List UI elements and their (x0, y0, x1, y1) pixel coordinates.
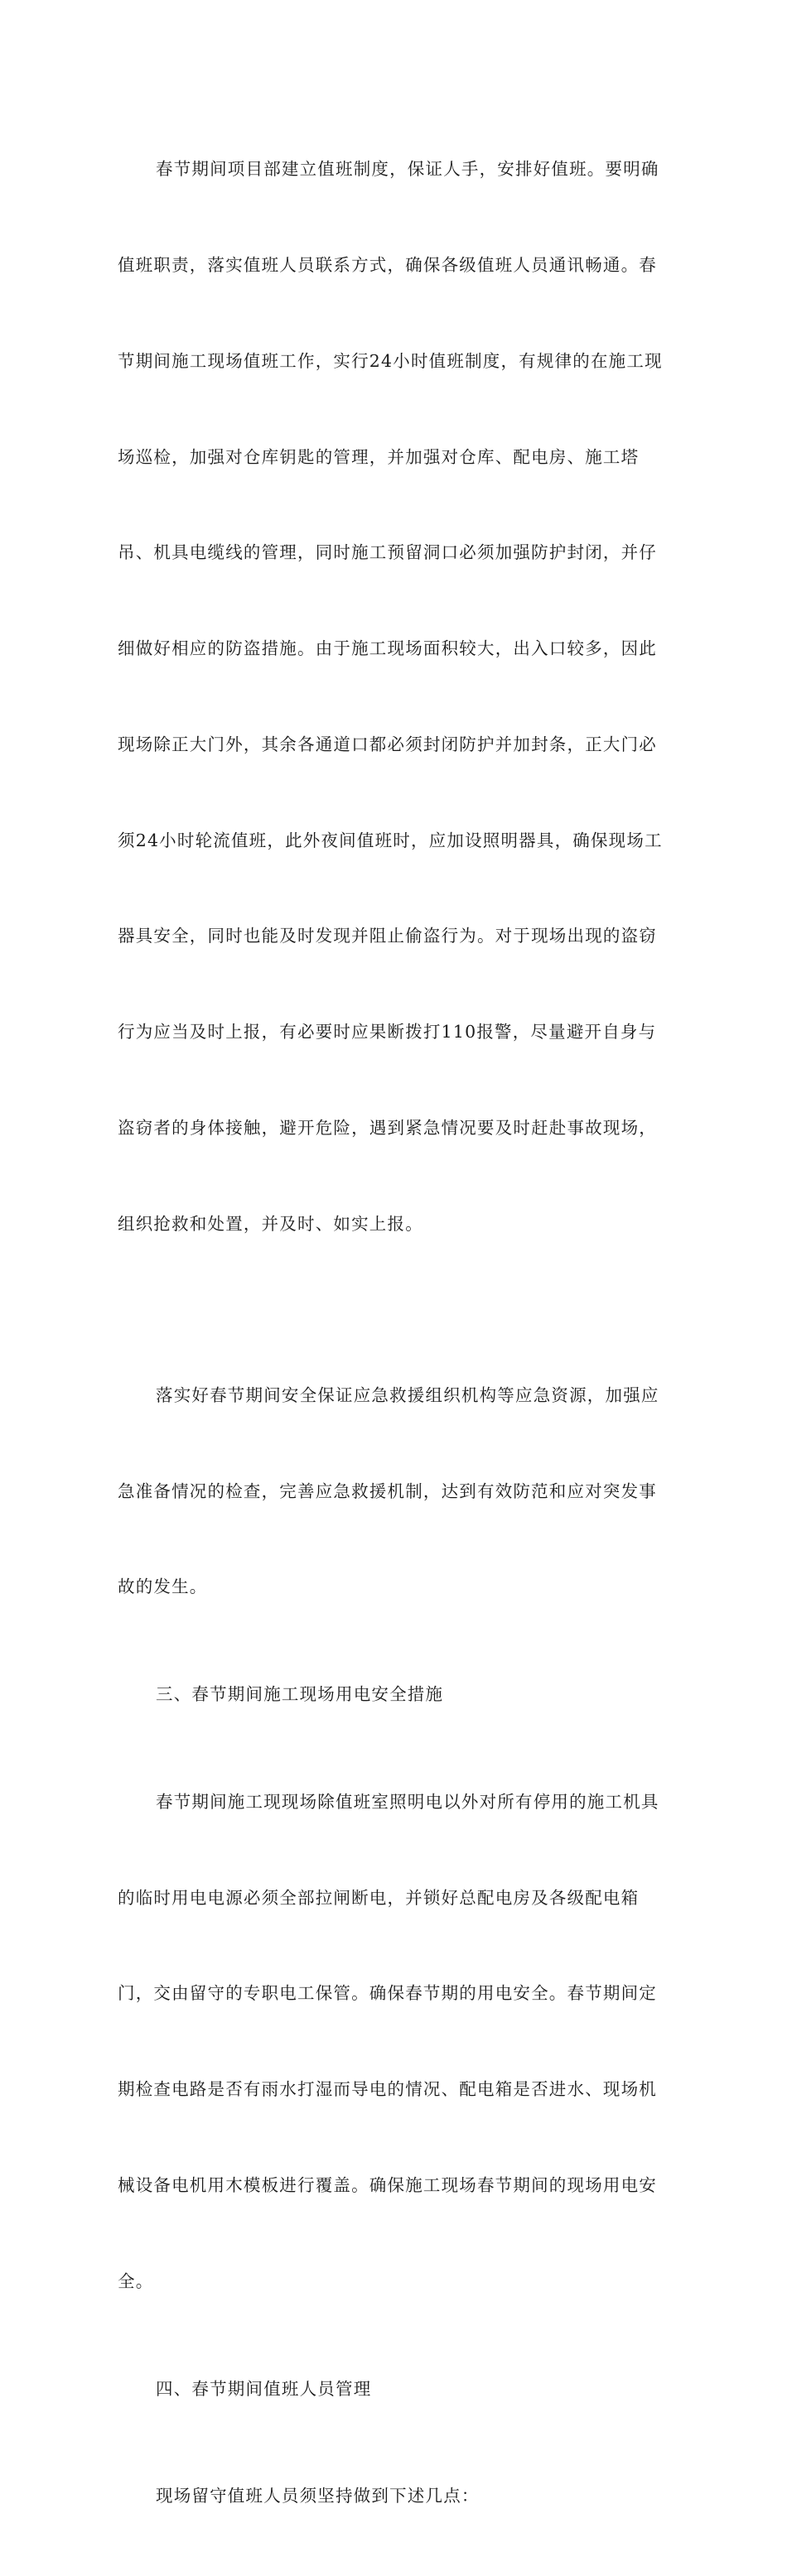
text-line: 急准备情况的检查，完善应急救援机制，达到有效防范和应对突发事 (118, 1481, 657, 1501)
heading-text: 三、春节期间施工现场用电安全措施 (156, 1684, 444, 1705)
heading-text: 四、春节期间值班人员管理 (156, 2378, 372, 2399)
text-line: 全。 (118, 2270, 154, 2291)
paragraph-emergency-resources (118, 1316, 673, 1668)
text-line: 门，交由留守的专职电工保管。确保春节期的用电安全。春节期间定 (118, 1983, 657, 2004)
text-line: 吊、机具电缆线的管理，同时施工预留洞口必须加强防护封闭，并仔 (118, 542, 657, 563)
text-line: 组织抢救和处置，并及时、如实上报。 (118, 1213, 423, 1234)
text-line: 盗窃者的身体接触，避开危险，遇到紧急情况要及时赶赴事故现场， (118, 1118, 657, 1138)
text-line: 细做好相应的防盗措施。由于施工现场面积较大，出入口较多，因此 (118, 638, 657, 659)
text-line: 行为应当及时上报，有必要时应果断拨打110报警，尽量避开自身与 (118, 1022, 657, 1042)
text-line: 的临时用电电源必须全部拉闸断电，并锁好总配电房及各级配电箱 (118, 1887, 640, 1908)
text-line: 须24小时轮流值班，此外夜间值班时，应加设照明器具，确保现场工 (118, 830, 663, 850)
text-line: 故的发生。 (118, 1577, 208, 1597)
text-line: 械设备电机用木模板进行覆盖。确保施工现场春节期间的现场用电安 (118, 2175, 657, 2195)
text-line: 节期间施工现场值班工作，实行24小时值班制度，有规律的在施工现 (118, 350, 663, 371)
paragraph-spacer (118, 1711, 673, 1722)
text-line: 器具安全，同时也能及时发现并阻止偷盗行为。对于现场出现的盗窃 (118, 926, 657, 946)
text-line: 现场除正大门外，其余各通道口都必须封闭防护并加封条，正大门必 (118, 734, 657, 754)
paragraph-spacer (118, 1304, 673, 1316)
text-line: 现场留守值班人员须坚持做到下述几点： (156, 2486, 480, 2506)
text-line: 落实好春节期间安全保证应急救援组织机构等应急资源，加强应 (156, 1384, 659, 1405)
paragraph-duty-system (118, 89, 673, 1304)
text-line: 值班职责，落实值班人员联系方式，确保各级值班人员通讯畅通。春 (118, 254, 657, 275)
paragraph-electrical-measures (118, 1722, 673, 2362)
paragraph-spacer (118, 1667, 673, 1678)
text-line: 期检查电路是否有雨水打湿而导电的情况、配电箱是否进水、现场机 (118, 2079, 657, 2100)
document-body (118, 89, 673, 2576)
section-heading-electrical-safety (118, 1678, 673, 1711)
text-line: 春节期间项目部建立值班制度，保证人手，安排好值班。要明确 (156, 159, 659, 180)
paragraph-spacer (118, 2405, 673, 2416)
paragraph-staff-requirements (118, 2416, 673, 2576)
section-heading-duty-staff (118, 2373, 673, 2405)
text-line: 春节期间施工现现场除值班室照明电以外对所有停用的施工机具 (156, 1791, 659, 1812)
text-line: 场巡检，加强对仓库钥匙的管理，并加强对仓库、配电房、施工塔 (118, 446, 640, 467)
paragraph-spacer (118, 2362, 673, 2373)
